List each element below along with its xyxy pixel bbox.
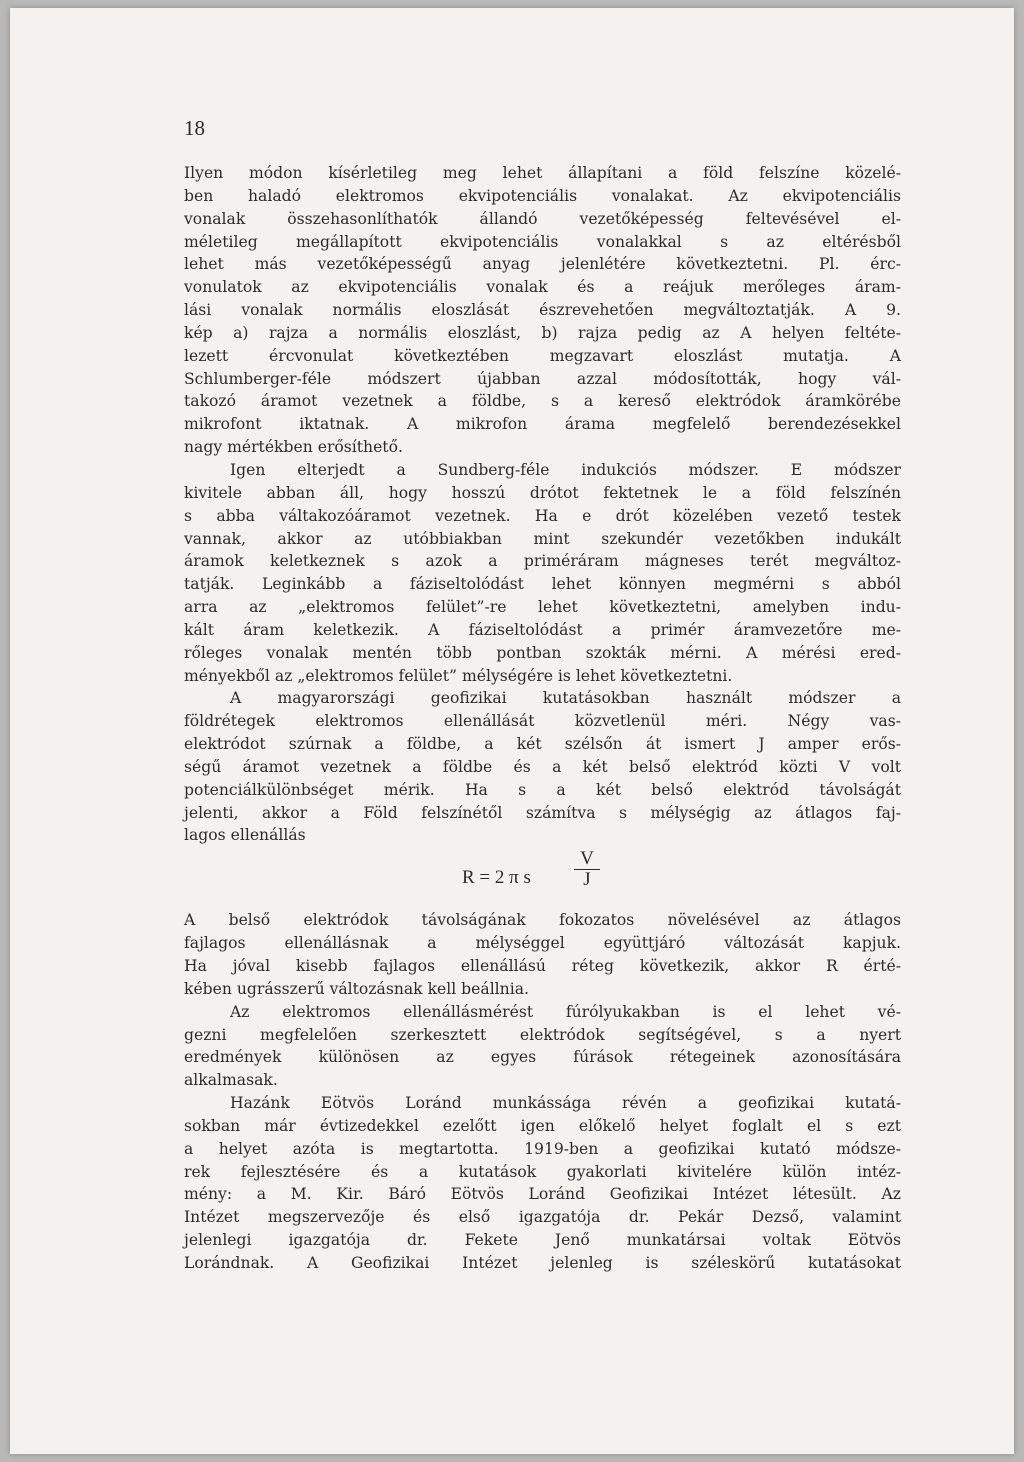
text-line: A belső elektródok távolságának fokozatos növelésével az átlagos <box>184 911 901 930</box>
text-line: lagos ellenállás <box>184 826 306 845</box>
text-line: jelenlegi igazgatója dr. Fekete Jenő munkatársai voltak Eötvös <box>184 1231 901 1250</box>
text-line: elektródot szúrnak a földbe, a két szélsőn át ismert J amper erős- <box>184 735 901 754</box>
text-line: potenciálkülönbséget mérik. Ha s a két belső elektród távolságát <box>184 780 901 799</box>
text-line: Az elektromos ellenállásmérést fúrólyukakban is el lehet vé- <box>230 1002 901 1021</box>
text-line: nagy mértékben erősíthető. <box>184 438 403 457</box>
paragraph-2 <box>184 459 901 687</box>
text-line: mény: a M. Kir. Báró Eötvös Loránd Geofizikai Intézet létesült. Az <box>184 1185 901 1204</box>
paragraph-1 <box>184 162 901 459</box>
text-line: takozó áramot vezetnek a földbe, s a kereső elektródok áramkörébe <box>184 392 901 411</box>
text-line: vonulatok az ekvipotenciális vonalak és a reájuk merőleges áram- <box>184 278 901 297</box>
text-line: sokban már évtizedekkel ezelőtt igen előkelő helyet foglalt el s ezt <box>184 1116 901 1135</box>
text-line: lási vonalak normális eloszlását észrevehetően megváltoztatják. A 9. <box>184 301 901 320</box>
text-line: Igen elterjedt a Sundberg-féle indukciós módszer. E módszer <box>230 460 901 479</box>
formula-numerator: V <box>574 849 600 870</box>
body-text <box>184 162 901 1275</box>
text-line: fajlagos ellenállásnak a mélységgel együttjáró változását kapjuk. <box>184 934 901 953</box>
text-line: méletileg megállapított ekvipotenciális vonalakkal s az eltérésből <box>184 232 901 251</box>
text-line: tatják. Leginkább a fáziseltolódást lehet könnyen megmérni s abból <box>184 575 901 594</box>
text-line: a helyet azóta is megtartotta. 1919-ben a geofizikai kutató módsze- <box>184 1139 901 1158</box>
text-line: jelenti, akkor a Föld felszínétől számítva s mélységig az átlagos faj- <box>184 803 901 822</box>
paragraph-6 <box>184 1092 901 1275</box>
text-line: kében ugrásszerű változásnak kell beállnia. <box>184 979 529 998</box>
text-line: áramok keletkeznek s azok a priméráram mágneses terét megváltoz- <box>184 552 901 571</box>
text-line: kált áram keletkezik. A fáziseltolódást a primér áramvezetőre me- <box>184 620 901 639</box>
paragraph-3 <box>184 687 901 847</box>
text-line: mikrofont iktatnak. A mikrofon árama megfelelő berendezésekkel <box>184 415 901 434</box>
text-line: ségű áramot vezetnek a földbe és a két belső elektród közti V volt <box>184 757 901 776</box>
text-line: ményekből az „elektromos felület” mélységére is lehet következtetni. <box>184 666 733 685</box>
text-line: kép a) rajza a normális eloszlást, b) rajza pedig az A helyen feltéte- <box>184 323 901 342</box>
text-line: földrétegek elektromos ellenállását közvetlenül méri. Négy vas- <box>184 712 901 731</box>
text-line: Ilyen módon kísérletileg meg lehet állapítani a föld felszíne közelé- <box>184 164 901 182</box>
text-line: lehet más vezetőképességű anyag jelenlétére következtetni. Pl. érc- <box>184 255 901 274</box>
text-line: vonalak összehasonlíthatók állandó vezetőképesség feltevésével el- <box>184 209 901 228</box>
formula-denominator: J <box>583 869 591 891</box>
text-line: Lorándnak. A Geofizikai Intézet jelenleg is széleskörű kutatásokat <box>184 1253 901 1272</box>
text-line: s abba váltakozóáramot vezetnek. Ha e drót közelében vezető testek <box>184 506 901 525</box>
text-line: kivitele abban áll, hogy hosszú drótot fektetnek le a föld felszínén <box>184 483 901 502</box>
text-line: Hazánk Eötvös Loránd munkássága révén a geofizikai kutatá- <box>230 1094 901 1113</box>
text-line: vannak, akkor az utóbbiakban mint szekundér vezetőkben indukált <box>184 529 901 548</box>
text-line: Ha jóval kisebb fajlagos ellenállású réteg következik, akkor R érté- <box>184 957 901 975</box>
text-line: lezett ércvonulat következtében megzavart eloszlást mutatja. A <box>184 346 901 365</box>
text-line: Intézet megszervezője és első igazgatója dr. Pekár Dezső, valamint <box>184 1208 901 1227</box>
paragraph-5 <box>184 1001 901 1092</box>
text-line: rek fejlesztésére és a kutatások gyakorlati kivitelére külön intéz- <box>184 1162 901 1181</box>
text-line: Schlumberger-féle módszert újabban azzal módosították, hogy vál- <box>184 369 901 388</box>
resistivity-formula <box>184 847 901 909</box>
scanned-page <box>10 8 1014 1454</box>
text-line: ben haladó elektromos ekvipotenciális vonalakat. Az ekvipotenciális <box>184 186 901 205</box>
text-line: A magyarországi geofizikai kutatásokban használt módszer a <box>230 689 901 708</box>
text-line: rőleges vonalak mentén több pontban szokták mérni. A mérési ered- <box>184 643 901 662</box>
text-line: alkalmasak. <box>184 1071 278 1090</box>
page-number: 18 <box>184 116 205 140</box>
formula-lhs: R = 2 π s <box>462 867 531 889</box>
text-line: eredmények különösen az egyes fúrások rétegeinek azonosítására <box>184 1048 901 1067</box>
text-line: arra az „elektromos felület”-re lehet következtetni, amelyben indu- <box>184 598 901 617</box>
paragraph-4 <box>184 909 901 1000</box>
text-line: gezni megfelelően szerkesztett elektródok segítségével, s a nyert <box>184 1025 901 1044</box>
formula-fraction <box>574 849 600 890</box>
